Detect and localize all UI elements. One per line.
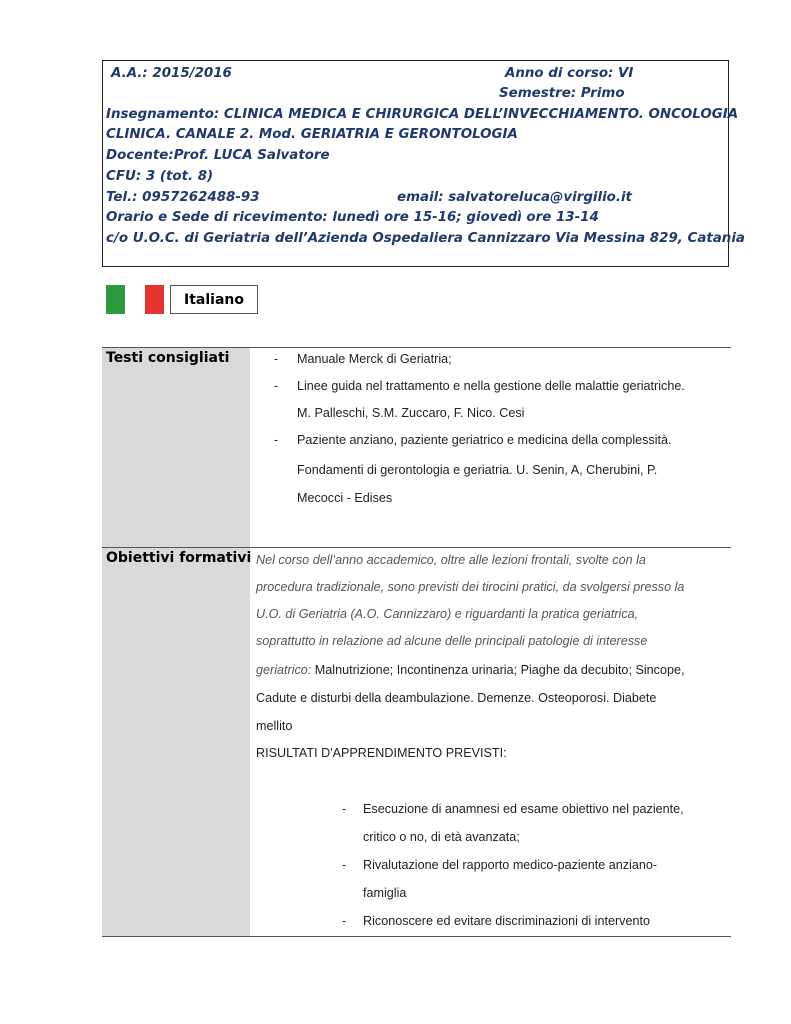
office-hours: Orario e Sede di ricevimento: lunedì ore 15-16; giovedì ore 13-14 xyxy=(106,210,599,225)
testi-label-cell xyxy=(102,348,250,547)
credits: CFU: 3 (tot. 8) xyxy=(106,169,214,184)
office-location: c/o U.O.C. di Geriatria dell’Azienda Ospedaliera Cannizzaro Via Messina 829, Catania xyxy=(106,231,745,246)
obiettivi-line-6: Cadute e disturbi della deambulazione. Demenze. Osteoporosi. Diabete xyxy=(256,691,657,705)
obiettivi-line-5 xyxy=(256,663,684,677)
testi-line-4: Paziente anziano, paziente geriatrico e medicina della complessità. xyxy=(297,433,672,447)
semester: Semestre: Primo xyxy=(499,86,625,101)
language-label: Italiano xyxy=(170,285,258,314)
italian-flag-icon xyxy=(106,285,164,314)
testi-line-1: Manuale Merck di Geriatria; xyxy=(297,352,452,366)
bullet-2: - xyxy=(274,379,279,393)
testi-heading: Testi consigliati xyxy=(106,350,230,366)
outcome-1-line-2: critico o no, di età avanzata; xyxy=(363,830,520,844)
flag-red-stripe xyxy=(145,285,164,314)
testi-line-6: Mecocci - Edises xyxy=(297,491,393,505)
obiettivi-heading: Obiettivi formativi xyxy=(106,550,252,566)
teacher: Docente:Prof. LUCA Salvatore xyxy=(106,148,330,163)
flag-green-stripe xyxy=(106,285,125,314)
course-header-box xyxy=(102,60,745,267)
obiettivi-line-4: soprattutto in relazione ad alcune delle principali patologie di interesse xyxy=(256,634,648,648)
outcome-1-line-1: Esecuzione di anamnesi ed esame obiettivo nel paziente, xyxy=(363,802,684,816)
phone: Tel.: 0957262488-93 xyxy=(106,190,260,205)
risultati-heading: RISULTATI D'APPRENDIMENTO PREVISTI: xyxy=(256,746,507,760)
academic-year: A.A.: 2015/2016 xyxy=(111,66,232,81)
outcome-2-line-1: Rivalutazione del rapporto medico-paziente anziano- xyxy=(363,858,658,872)
course-title-line1: Insegnamento: CLINICA MEDICA E CHIRURGICA DELL’INVECCHIAMENTO. ONCOLOGIA xyxy=(106,107,739,122)
syllabus-table xyxy=(102,347,731,937)
outcome-bullet-1: - xyxy=(342,802,347,816)
flag-white-stripe xyxy=(125,285,144,314)
table-rule-bottom xyxy=(102,936,731,937)
course-year: Anno di corso: VI xyxy=(505,66,634,81)
obiettivi-line-7: mellito xyxy=(256,719,293,733)
obiettivi-line-5-plain: Malnutrizione; Incontinenza urinaria; Piaghe da decubito; Sincope, xyxy=(314,663,685,677)
outcome-bullet-3: - xyxy=(342,914,347,928)
bullet-1: - xyxy=(274,352,279,366)
outcome-2-line-2: famiglia xyxy=(363,886,407,900)
testi-line-3: M. Palleschi, S.M. Zuccaro, F. Nico. Cesi xyxy=(297,406,525,420)
email: email: salvatoreluca@virgilio.it xyxy=(397,190,632,205)
testi-line-2: Linee guida nel trattamento e nella gestione delle malattie geriatriche. xyxy=(297,379,685,393)
outcome-3-line-1: Riconoscere ed evitare discriminazioni di intervento xyxy=(363,914,650,928)
bullet-3: - xyxy=(274,433,279,447)
obiettivi-line-3: U.O. di Geriatria (A.O. Cannizzaro) e riguardanti la pratica geriatrica, xyxy=(256,607,639,621)
obiettivi-line-1: Nel corso dell’anno accademico, oltre alle lezioni frontali, svolte con la xyxy=(256,553,646,567)
outcome-bullet-2: - xyxy=(342,858,347,872)
obiettivi-line-2: procedura tradizionale, sono previsti dei tirocini pratici, da svolgersi presso la xyxy=(256,580,685,594)
obiettivi-label-cell xyxy=(102,548,250,936)
testi-line-5: Fondamenti di gerontologia e geriatria. U. Senin, A, Cherubini, P. xyxy=(297,463,658,477)
course-title-line2: CLINICA. CANALE 2. Mod. GERIATRIA E GERONTOLOGIA xyxy=(106,127,518,142)
obiettivi-line-5-italic: geriatrico: xyxy=(256,663,315,677)
